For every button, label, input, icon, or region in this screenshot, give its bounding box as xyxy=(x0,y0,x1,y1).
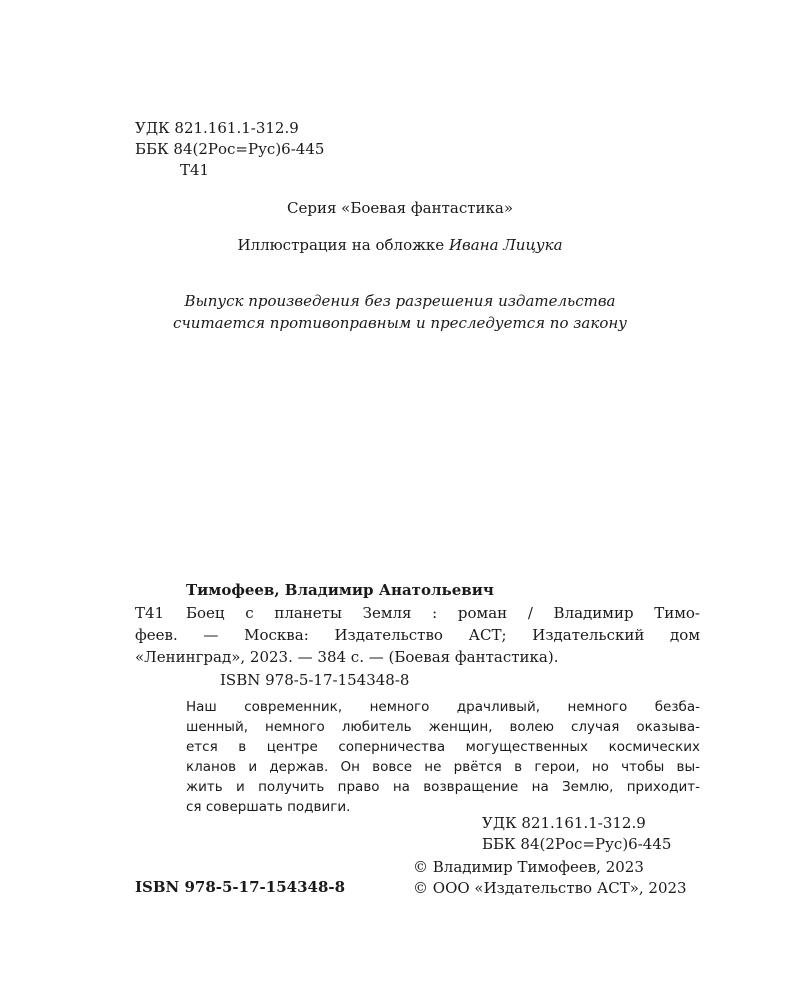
annotation-line: шенный, немного любитель женщин, волею случая оказыва- xyxy=(186,719,700,735)
annotation-line: жить и получить право на возвращение на Землю, приходит- xyxy=(186,779,700,795)
annotation-line: Наш современник, немного драчливый, немного безба- xyxy=(186,699,700,715)
annotation-line: ется в центре соперничества могущественных космических xyxy=(186,739,700,755)
annotation xyxy=(186,697,700,817)
bbk-code: ББК 84(2Рос=Рус)6-445 xyxy=(135,140,325,158)
udk-code: УДК 821.161.1-312.9 xyxy=(135,119,299,137)
biblio-line-3: «Ленинград», 2023. — 384 с. — (Боевая фантастика). xyxy=(135,648,559,666)
series-line: Серия «Боевая фантастика» xyxy=(286,199,514,217)
illustration-prefix: Иллюстрация на обложке xyxy=(237,236,449,254)
copyright-notice xyxy=(0,290,800,334)
copyright-publisher: © ООО «Издательство АСТ», 2023 xyxy=(413,879,687,897)
bibliographic-record xyxy=(135,602,700,668)
copyright-author: © Владимир Тимофеев, 2023 xyxy=(413,858,644,876)
footer-udk: УДК 821.161.1-312.9 xyxy=(482,814,646,832)
biblio-line-2: феев. — Москва: Издательство АСТ; Издательский дом xyxy=(135,626,700,644)
illustration-artist: Ивана Лицука xyxy=(448,236,563,254)
copyright-notice-line-2: считается противоправным и преследуется по закону xyxy=(173,314,627,332)
biblio-line-1 xyxy=(135,602,700,624)
copyright-block xyxy=(413,857,687,899)
annotation-line: кланов и держав. Он вовсе не рвётся в герои, но чтобы вы- xyxy=(186,759,700,775)
record-isbn: ISBN 978-5-17-154348-8 xyxy=(220,671,410,689)
footer-isbn: ISBN 978-5-17-154348-8 xyxy=(135,878,346,896)
header-classification-codes xyxy=(135,118,324,181)
author-heading: Тимофеев, Владимир Анатольевич xyxy=(186,581,494,599)
illustration-credit xyxy=(0,234,800,256)
record-code: Т41 xyxy=(135,604,165,622)
footer-classification-codes xyxy=(482,813,671,855)
copyright-notice-line-1: Выпуск произведения без разрешения издательства xyxy=(184,292,616,310)
footer-bbk: ББК 84(2Рос=Рус)6-445 xyxy=(482,835,672,853)
author-code: Т41 xyxy=(180,161,210,179)
biblio-title: Боец с планеты Земля : роман / Владимир Тимо- xyxy=(186,604,700,622)
annotation-line: ся совершать подвиги. xyxy=(186,799,351,815)
